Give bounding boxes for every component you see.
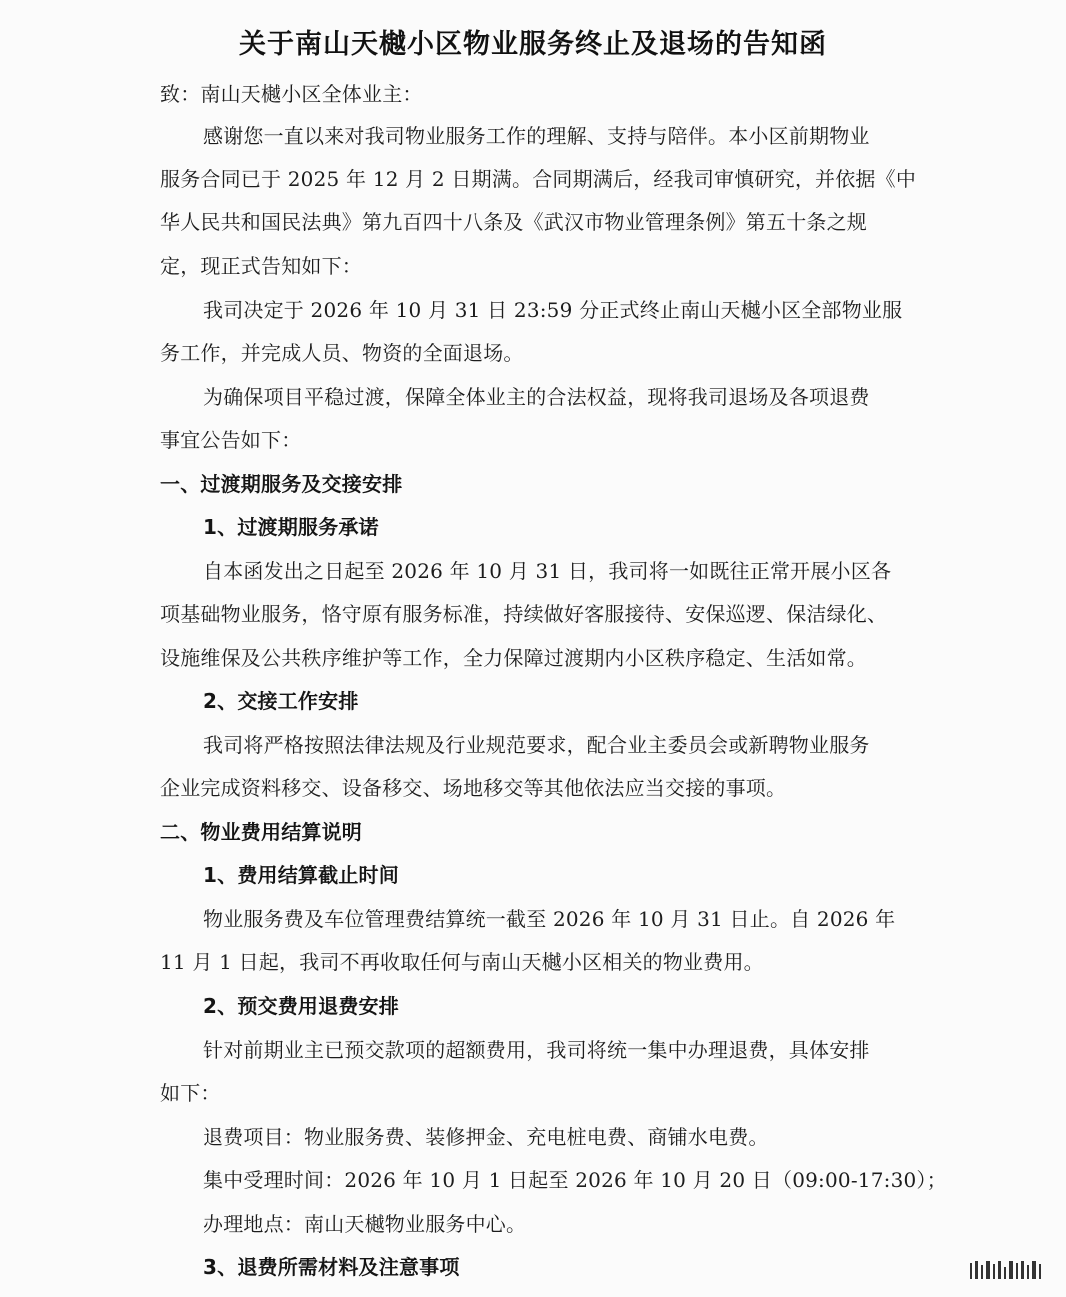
section1-heading: 一、过渡期服务及交接安排 <box>160 472 403 496</box>
section1-sub1-line: 设施维保及公共秩序维护等工作，全力保障过渡期内小区秩序稳定、生活如常。 <box>160 646 867 670</box>
section1-sub1-line: 自本函发出之日起至 2026 年 10 月 31 日，我司将一如既往正常开展小区各 <box>203 559 892 583</box>
section2-sub2-heading: 2、预交费用退费安排 <box>203 994 399 1018</box>
section2-sub2-line: 针对前期业主已预交款项的超额费用，我司将统一集中办理退费，具体安排 <box>203 1038 870 1062</box>
para3-line: 为确保项目平稳过渡，保障全体业主的合法权益，现将我司退场及各项退费 <box>203 385 870 409</box>
section2-sub3-heading: 3、退费所需材料及注意事项 <box>203 1255 460 1279</box>
para1-line: 华人民共和国民法典》第九百四十八条及《武汉市物业管理条例》第五十条之规 <box>160 210 867 234</box>
section2-sub2-line: 如下： <box>160 1081 221 1105</box>
section2-sub1-line: 物业服务费及车位管理费结算统一截至 2026 年 10 月 31 日止。自 2026 年 <box>203 907 896 931</box>
refund-location: 办理地点：南山天樾物业服务中心。 <box>203 1212 527 1236</box>
salutation: 致：南山天樾小区全体业主： <box>160 82 423 106</box>
refund-items: 退费项目：物业服务费、装修押金、充电桩电费、商铺水电费。 <box>203 1125 769 1149</box>
section1-sub2-heading: 2、交接工作安排 <box>203 689 359 713</box>
para1-line: 感谢您一直以来对我司物业服务工作的理解、支持与陪伴。本小区前期物业 <box>203 124 870 148</box>
para3-line: 事宜公告如下： <box>160 428 302 452</box>
para1-line: 定，现正式告知如下： <box>160 254 362 278</box>
section2-heading: 二、物业费用结算说明 <box>160 820 362 844</box>
refund-time: 集中受理时间：2026 年 10 月 1 日起至 2026 年 10 月 20 日（09:00-17:30）； <box>203 1168 947 1192</box>
section1-sub1-line: 项基础物业服务，恪守原有服务标准，持续做好客服接待、安保巡逻、保洁绿化、 <box>160 602 888 626</box>
section1-sub2-line: 我司将严格按照法律法规及行业规范要求，配合业主委员会或新聘物业服务 <box>203 733 870 757</box>
section2-sub1-heading: 1、费用结算截止时间 <box>203 863 399 887</box>
document-title: 关于南山天樾小区物业服务终止及退场的告知函 <box>239 29 827 60</box>
section2-sub1-line: 11 月 1 日起，我司不再收取任何与南山天樾小区相关的物业费用。 <box>160 950 764 974</box>
watermark-bars-icon <box>970 1259 1042 1281</box>
section1-sub2-line: 企业完成资料移交、设备移交、场地移交等其他依法应当交接的事项。 <box>160 776 787 800</box>
para1-line: 服务合同已于 2025 年 12 月 2 日期满。合同期满后，经我司审慎研究，并依据《中 <box>160 167 917 191</box>
para2-line: 我司决定于 2026 年 10 月 31 日 23:59 分正式终止南山天樾小区全部物业服 <box>203 298 903 322</box>
section1-sub1-heading: 1、过渡期服务承诺 <box>203 515 379 539</box>
para2-line: 务工作，并完成人员、物资的全面退场。 <box>160 341 524 365</box>
